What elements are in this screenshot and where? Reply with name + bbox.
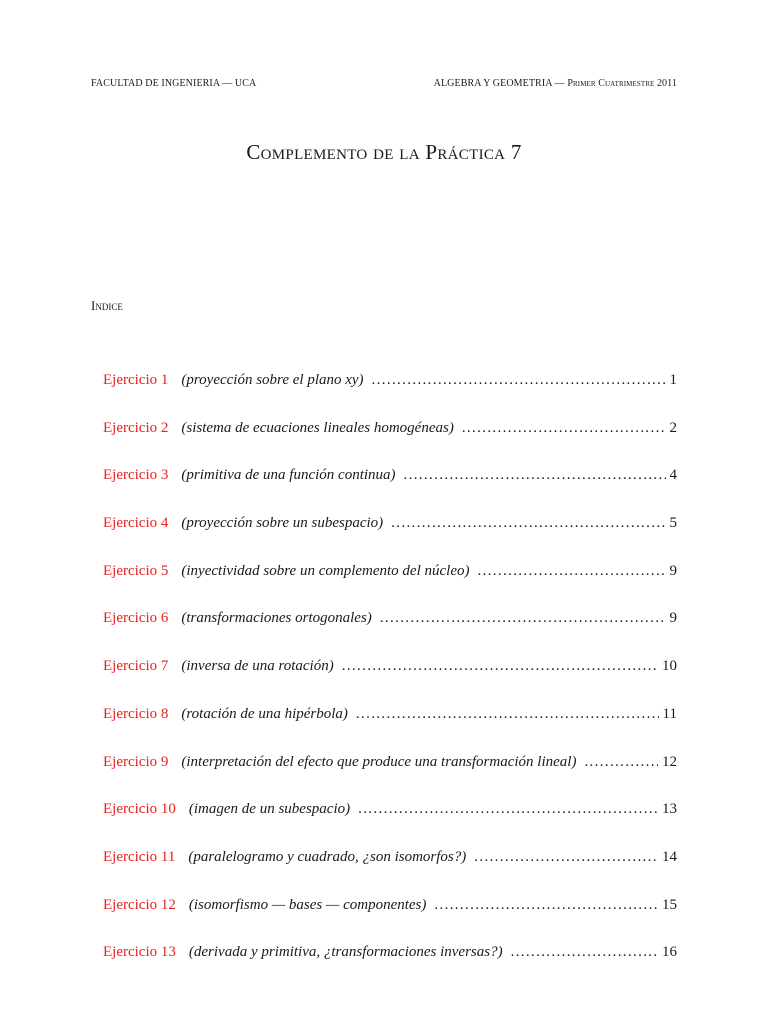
toc-entry-page[interactable]: 14	[662, 848, 677, 865]
toc-entry-page[interactable]: 9	[669, 562, 677, 579]
dot-leader	[478, 562, 666, 580]
dot-leader	[380, 609, 666, 627]
toc-entry-link[interactable]: Ejercicio 7	[103, 658, 169, 675]
header-course	[434, 78, 677, 89]
toc-entry[interactable]	[103, 419, 677, 467]
dot-leader	[358, 800, 658, 818]
toc-entry-page[interactable]: 1	[669, 372, 677, 388]
dot-leader	[511, 943, 658, 961]
dot-leader	[404, 466, 666, 484]
toc-entry-page[interactable]: 9	[669, 610, 677, 627]
dot-leader	[462, 419, 666, 437]
toc-entry-description: (transformaciones ortogonales)	[181, 610, 372, 627]
toc-entry-link[interactable]: Ejercicio 6	[103, 610, 169, 627]
running-header	[91, 78, 677, 89]
document-title: Complemento de la Práctica 7	[246, 140, 522, 164]
toc-entry[interactable]	[103, 657, 677, 705]
toc-entry-page[interactable]: 13	[662, 801, 677, 818]
toc-entry-link[interactable]: Ejercicio 9	[103, 753, 169, 770]
toc-entry[interactable]	[103, 514, 677, 562]
toc-entry-description: (derivada y primitiva, ¿transformaciones inversas?)	[188, 944, 503, 961]
toc-entry-description: (imagen de un subespacio)	[188, 801, 351, 818]
table-of-contents	[103, 371, 677, 991]
header-year: 2011	[654, 78, 677, 89]
toc-entry-page[interactable]: 11	[662, 705, 677, 722]
toc-entry-page[interactable]: 5	[669, 515, 677, 532]
dot-leader	[372, 371, 666, 389]
toc-entry-link[interactable]: Ejercicio 2	[103, 419, 169, 436]
toc-entry-link[interactable]: Ejercicio 3	[103, 467, 169, 484]
dot-leader	[584, 753, 658, 771]
dot-leader	[342, 657, 658, 675]
toc-entry[interactable]	[103, 753, 677, 801]
dot-leader	[391, 514, 665, 532]
dot-leader	[474, 848, 658, 866]
dot-leader	[356, 705, 659, 723]
toc-entry-description: (proyección sobre el plano xy)	[181, 372, 364, 388]
header-institution: FACULTAD DE INGENIERIA — UCA	[91, 78, 257, 89]
toc-entry-description: (sistema de ecuaciones lineales homogéneas)	[181, 419, 454, 436]
toc-entry-link[interactable]: Ejercicio 5	[103, 562, 169, 579]
toc-entry-page[interactable]: 12	[662, 753, 677, 770]
toc-entry[interactable]	[103, 848, 677, 896]
toc-entry[interactable]	[103, 371, 677, 419]
toc-entry[interactable]	[103, 562, 677, 610]
toc-entry-link[interactable]: Ejercicio 12	[103, 896, 176, 913]
toc-entry-description: (inversa de una rotación)	[181, 658, 334, 675]
header-term: Primer Cuatrimestre	[567, 78, 655, 89]
toc-entry-link[interactable]: Ejercicio 4	[103, 515, 169, 532]
toc-entry[interactable]	[103, 609, 677, 657]
toc-entry[interactable]	[103, 466, 677, 514]
index-heading: Indice	[91, 298, 123, 313]
toc-entry-description: (primitiva de una función continua)	[181, 467, 396, 484]
toc-entry-page[interactable]: 4	[669, 467, 677, 484]
toc-entry-page[interactable]: 2	[669, 419, 677, 436]
toc-entry-page[interactable]: 15	[662, 896, 677, 913]
toc-entry-page[interactable]: 10	[662, 658, 677, 675]
toc-entry[interactable]	[103, 800, 677, 848]
toc-entry-description: (isomorfismo — bases — componentes)	[188, 896, 427, 913]
toc-entry-link[interactable]: Ejercicio 1	[103, 372, 169, 388]
toc-entry-description: (inyectividad sobre un complemento del núcleo)	[181, 562, 470, 579]
toc-entry-link[interactable]: Ejercicio 8	[103, 705, 169, 722]
toc-entry-description: (paralelogramo y cuadrado, ¿son isomorfos?)	[188, 848, 467, 865]
toc-entry-description: (interpretación del efecto que produce una transformación lineal)	[181, 753, 577, 770]
toc-entry-link[interactable]: Ejercicio 10	[103, 801, 176, 818]
toc-entry[interactable]	[103, 896, 677, 944]
toc-entry-link[interactable]: Ejercicio 13	[103, 944, 176, 961]
dot-leader	[434, 896, 658, 914]
toc-entry[interactable]	[103, 943, 677, 991]
toc-entry-link[interactable]: Ejercicio 11	[103, 848, 176, 865]
toc-entry[interactable]	[103, 705, 677, 753]
header-course-name: ALGEBRA Y GEOMETRIA —	[433, 78, 568, 89]
toc-entry-page[interactable]: 16	[662, 944, 677, 961]
toc-entry-description: (proyección sobre un subespacio)	[181, 515, 384, 532]
toc-entry-description: (rotación de una hipérbola)	[181, 705, 348, 722]
